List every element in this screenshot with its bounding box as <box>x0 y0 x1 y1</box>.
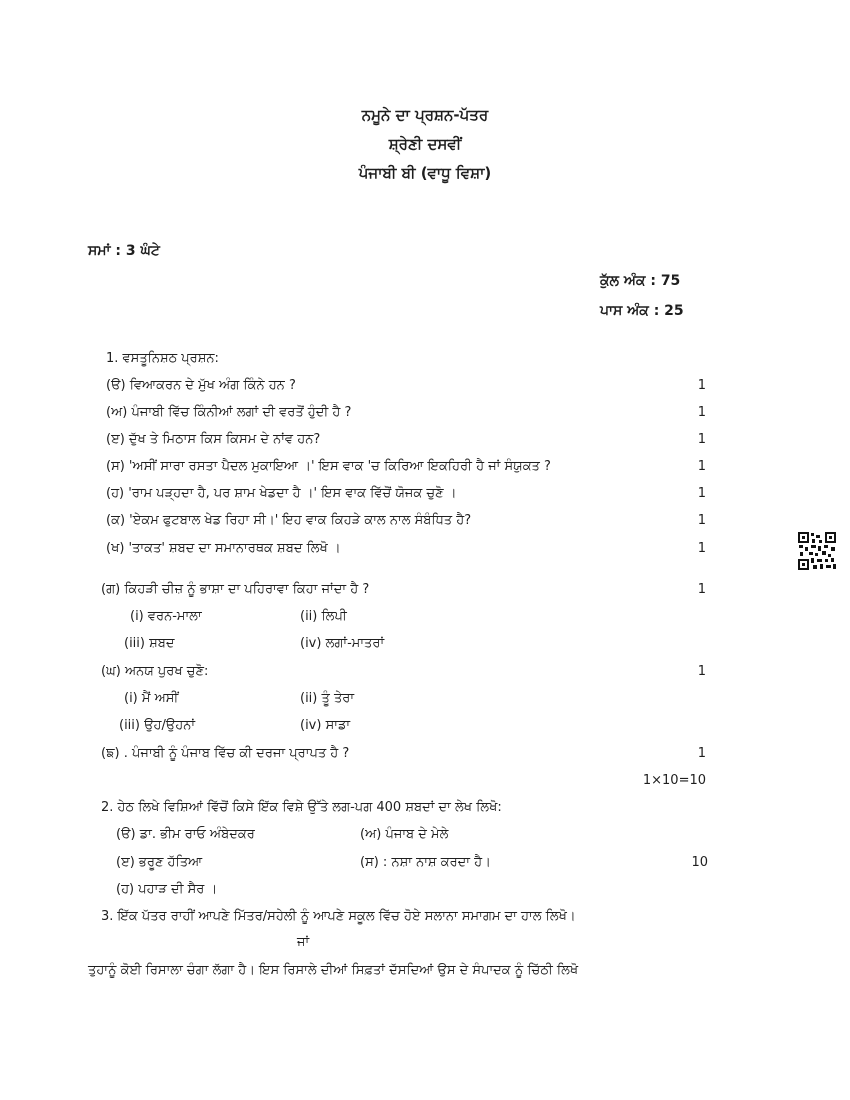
question-marks: 1 <box>697 405 706 420</box>
question-marks: 1 <box>697 486 706 501</box>
question-marks: 1 <box>697 746 706 761</box>
essay-topic: (ਸ) : ਨਸ਼ਾ ਨਾਸ਼ ਕਰਦਾ ਹੈ। <box>360 855 491 870</box>
mcq-option: (i) ਵਰਨ-ਮਾਲਾ <box>130 609 202 624</box>
question-text: (ਸ) 'ਅਸੀਂ ਸਾਰਾ ਰਸਤਾ ਪੈਦਲ ਮੁਕਾਇਆ ।' ਇਸ ਵਾਕ 'ਚ ਕਿਰਿਆ ਇਕਹਿਰੀ ਹੈ ਜਾਂ ਸੰਯੁਕਤ ? <box>106 459 551 474</box>
question-marks: 1 <box>697 378 706 393</box>
section-1-heading: 1. ਵਸਤੂਨਿਸ਼ਠ ਪ੍ਰਸ਼ਨ: <box>106 351 219 366</box>
question-marks: 1 <box>697 432 706 447</box>
qr-code-icon <box>797 531 837 571</box>
subject-label: ਪੰਜਾਬੀ ਬੀ (ਵਾਧੂ ਵਿਸ਼ਾ) <box>358 164 492 182</box>
question-text: (ਹ) 'ਰਾਮ ਪੜ੍ਹਦਾ ਹੈ, ਪਰ ਸ਼ਾਮ ਖੇਡਦਾ ਹੈ ।' ਇਸ ਵਾਕ ਵਿੱਚੋਂ ਯੋਜਕ ਚੁਣੋ । <box>106 486 457 501</box>
essay-topic: (ਅ) ਪੰਜਾਬ ਦੇ ਮੇਲੇ <box>360 827 449 842</box>
mcq-option: (iv) ਲਗਾਂ-ਮਾਤਰਾਂ <box>300 636 385 651</box>
mcq-option: (iv) ਸਾਡਾ <box>300 718 351 733</box>
mcq-option: (ii) ਤੂੰ ਤੇਰਾ <box>300 691 355 706</box>
section-3-heading: 3. ਇੱਕ ਪੱਤਰ ਰਾਹੀਂ ਆਪਣੇ ਮਿੱਤਰ/ਸਹੇਲੀ ਨੂੰ ਆਪਣੇ ਸਕੂਲ ਵਿੱਚ ਹੋਏ ਸਲਾਨਾ ਸਮਾਗਮ ਦਾ ਹਾਲ ਲਿਖੋ। <box>101 909 576 924</box>
time-label: ਸਮਾਂ : 3 ਘੰਟੇ <box>88 243 160 259</box>
essay-topic: (ਹ) ਪਹਾੜ ਦੀ ਸੈਰ । <box>116 882 218 897</box>
section-3-alternative: ਤੁਹਾਨੂੰ ਕੋਈ ਰਿਸਾਲਾ ਚੰਗਾ ਲੱਗਾ ਹੈ। ਇਸ ਰਿਸਾਲੇ ਦੀਆਂ ਸਿਫ਼ਤਾਂ ਦੱਸਦਿਆਂ ਉਸ ਦੇ ਸੰਪਾਦਕ ਨੂੰ ਚਿੱਠੀ ਲਿਖੋ <box>88 963 579 978</box>
question-text: (ੲ) ਦੁੱਖ ਤੇ ਮਿਠਾਸ ਕਿਸ ਕਿਸਮ ਦੇ ਨਾਂਵ ਹਨ? <box>106 432 321 447</box>
question-marks: 1 <box>697 664 706 679</box>
pass-marks: ਪਾਸ ਅੰਕ : 25 <box>600 303 684 319</box>
question-text: (ਅ) ਪੰਜਾਬੀ ਵਿੱਚ ਕਿੰਨੀਆਂ ਲਗਾਂ ਦੀ ਵਰਤੋਂ ਹੁੰਦੀ ਹੈ ? <box>106 405 352 420</box>
question-text: (ਖ) 'ਤਾਕਤ' ਸ਼ਬਦ ਦਾ ਸਮਾਨਾਰਥਕ ਸ਼ਬਦ ਲਿਖੋ । <box>106 541 341 556</box>
question-marks: 1 <box>697 541 706 556</box>
section-2-heading: 2. ਹੇਠ ਲਿਖੇ ਵਿਸ਼ਿਆਂ ਵਿੱਚੋਂ ਕਿਸੇ ਇੱਕ ਵਿਸ਼ੇ ਉੱਤੇ ਲਗ-ਪਗ 400 ਸ਼ਬਦਾਂ ਦਾ ਲੇਖ ਲਿਖੋ: <box>101 800 502 815</box>
paper-title: ਨਮੂਨੇ ਦਾ ਪ੍ਰਸ਼ਨ-ਪੱਤਰ <box>361 106 489 124</box>
question-text: (ੳ) ਵਿਆਕਰਨ ਦੇ ਮੁੱਖ ਅੰਗ ਕਿੰਨੇ ਹਨ ? <box>106 378 296 393</box>
section-2-marks: 10 <box>691 855 708 870</box>
qr-code-icon-graphic <box>797 531 837 571</box>
question-marks: 1 <box>697 513 706 528</box>
mcq-option: (ii) ਲਿਪੀ <box>300 609 347 624</box>
mcq-question: (ਗ) ਕਿਹੜੀ ਚੀਜ਼ ਨੂੰ ਭਾਸ਼ਾ ਦਾ ਪਹਿਰਾਵਾ ਕਿਹਾ ਜਾਂਦਾ ਹੈ ? <box>101 582 370 597</box>
question-marks: 1 <box>697 459 706 474</box>
mcq-question: (ਘ) ਅਨਯ ਪੁਰਖ ਚੁਣੋ: <box>101 664 209 679</box>
or-label: ਜਾਂ <box>297 935 310 950</box>
class-label: ਸ਼੍ਰੇਣੀ ਦਸਵੀਂ <box>388 135 462 153</box>
question-text: (ਕ) 'ਏਕਮ ਫੁਟਬਾਲ ਖੇਡ ਰਿਹਾ ਸੀ।' ਇਹ ਵਾਕ ਕਿਹੜੇ ਕਾਲ ਨਾਲ ਸੰਬੰਧਿਤ ਹੈ? <box>106 513 472 528</box>
essay-topic: (ੲ) ਭਰੂਣ ਹੱਤਿਆ <box>116 855 203 870</box>
question-text: (ਙ) . ਪੰਜਾਬੀ ਨੂੰ ਪੰਜਾਬ ਵਿੱਚ ਕੀ ਦਰਜਾ ਪ੍ਰਾਪਤ ਹੈ ? <box>101 746 350 761</box>
mcq-option: (iii) ਉਹ/ਉਹਨਾਂ <box>119 718 196 733</box>
mcq-option: (iii) ਸ਼ਬਦ <box>124 636 175 651</box>
essay-topic: (ੳ) ਡਾ. ਭੀਮ ਰਾਓ ਅੰਬੇਦਕਰ <box>116 827 255 842</box>
section-1-total: 1×10=10 <box>642 773 706 788</box>
mcq-option: (i) ਮੈਂ ਅਸੀਂ <box>124 691 179 706</box>
total-marks: ਕੁੱਲ ਅੰਕ : 75 <box>600 273 681 289</box>
question-marks: 1 <box>697 582 706 597</box>
